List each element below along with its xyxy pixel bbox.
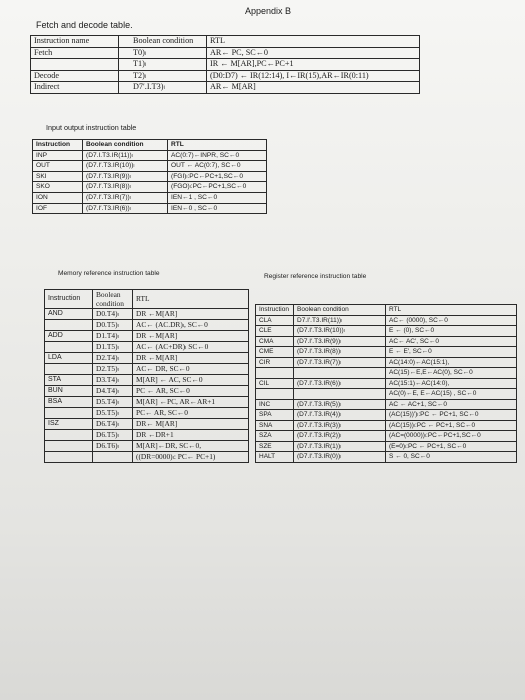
rtl-cell: AC← DR, SC←0 <box>133 364 249 375</box>
table-row <box>45 320 249 331</box>
memory-reference-table <box>44 289 249 463</box>
condition-cell: (D7.I′.T3.IR(6))ₗ <box>294 378 386 389</box>
instruction-cell <box>45 452 93 463</box>
instruction-cell <box>45 430 93 441</box>
rtl-cell: IR ← M[AR],PC←PC+1 <box>207 59 420 71</box>
condition-cell: (D7.I′.T3.IR(1))ₗ <box>294 441 386 452</box>
table-row <box>256 420 517 431</box>
table-row <box>45 441 249 452</box>
memory-table-title: Memory reference instruction table <box>58 270 160 277</box>
condition-cell: T1)ₗ <box>119 59 207 71</box>
table-header-row <box>33 140 267 151</box>
instruction-cell: CLA <box>256 315 294 326</box>
condition-cell: D1.T4)ₗ <box>93 331 133 342</box>
condition-cell: D2.T5)ₗ <box>93 364 133 375</box>
instruction-cell: SKO <box>33 182 83 193</box>
table-row <box>45 430 249 441</box>
instruction-cell: INC <box>256 399 294 410</box>
instruction-cell: CIL <box>256 378 294 389</box>
instruction-cell: INP <box>33 150 83 161</box>
table-row <box>45 386 249 397</box>
instruction-cell: ADD <box>45 331 93 342</box>
condition-cell: (D7.I′.T3.IR(2))ₗ <box>294 431 386 442</box>
table-header-row <box>45 290 249 309</box>
table-row <box>45 309 249 320</box>
rtl-cell: DR← M[AR] <box>133 419 249 430</box>
condition-cell: (D7.I′.T3.IR(8))ₗ <box>83 182 168 193</box>
rtl-cell: ((DR=0000)ₗ: PC← PC+1) <box>133 452 249 463</box>
table-row <box>256 399 517 410</box>
table-row <box>45 364 249 375</box>
table-row <box>33 192 267 203</box>
rtl-cell: S ← 0, SC←0 <box>386 452 517 463</box>
instruction-cell: CLE <box>256 326 294 337</box>
condition-cell: D3.T4)ₗ <box>93 375 133 386</box>
register-table-title: Register reference instruction table <box>264 273 367 280</box>
header-cell: Boolean condition <box>93 290 133 309</box>
condition-cell: D2.T4)ₗ <box>93 353 133 364</box>
instruction-cell <box>45 320 93 331</box>
instruction-cell: Decode <box>31 70 119 82</box>
rtl-cell: AR← M[AR] <box>207 82 420 94</box>
instruction-cell: IOF <box>33 203 83 214</box>
condition-cell: D7.I′.T3.IR(11))ₗ <box>294 315 386 326</box>
rtl-cell: AC(0)←E, E←AC(15) , SC←0 <box>386 389 517 400</box>
header-cell: Boolean condition <box>83 140 168 151</box>
instruction-cell: BUN <box>45 386 93 397</box>
instruction-cell: HALT <box>256 452 294 463</box>
table-row <box>45 452 249 463</box>
rtl-cell: M[AR] ← AC, SC←0 <box>133 375 249 386</box>
rtl-cell: AC(0:7)←INPR, SC←0 <box>168 150 267 161</box>
condition-cell: D0.T5)ₗ <box>93 320 133 331</box>
table-row <box>31 82 420 94</box>
appendix-label: Appendix B <box>245 6 292 16</box>
condition-cell: (D7.I′.T3.IR(7))ₗ <box>294 357 386 368</box>
fetch-decode-table <box>30 35 420 94</box>
condition-cell: (D7.I′.T3.IR(6))ₗ <box>83 203 168 214</box>
table-row <box>256 357 517 368</box>
header-cell: Boolean condition <box>119 36 207 48</box>
instruction-cell: ISZ <box>45 419 93 430</box>
instruction-cell: ION <box>33 192 83 203</box>
instruction-cell: OUT <box>33 161 83 172</box>
condition-cell: T2)ₗ <box>119 70 207 82</box>
condition-cell: (D7.I′.T3.IR(3))ₗ <box>294 420 386 431</box>
instruction-cell: Indirect <box>31 82 119 94</box>
table-row <box>256 441 517 452</box>
rtl-cell: PC← AR, SC←0 <box>133 408 249 419</box>
instruction-cell: SZA <box>256 431 294 442</box>
rtl-cell: AC← AC′, SC←0 <box>386 336 517 347</box>
instruction-cell: SKI <box>33 171 83 182</box>
register-reference-table <box>255 304 517 463</box>
rtl-cell: AC ← AC+1, SC←0 <box>386 399 517 410</box>
instruction-cell <box>45 342 93 353</box>
table-row <box>256 431 517 442</box>
condition-cell: D7′.I.T3)ₗ <box>119 82 207 94</box>
rtl-cell: AC(15:1)←AC(14:0), <box>386 378 517 389</box>
table-row <box>33 161 267 172</box>
rtl-cell: E ← (0), SC←0 <box>386 326 517 337</box>
rtl-cell: AC← (AC+DR)ₗ SC←0 <box>133 342 249 353</box>
rtl-cell: AC← (0000), SC←0 <box>386 315 517 326</box>
table-row <box>256 389 517 400</box>
condition-cell <box>294 389 386 400</box>
table-row <box>45 342 249 353</box>
rtl-cell: DR ←DR+1 <box>133 430 249 441</box>
table-row <box>256 452 517 463</box>
table-row <box>256 315 517 326</box>
condition-cell: D6.T4)ₗ <box>93 419 133 430</box>
instruction-cell <box>45 364 93 375</box>
table-row <box>45 331 249 342</box>
rtl-cell: (AC(15))ₗ:PC ← PC+1, SC←0 <box>386 420 517 431</box>
rtl-cell: (FGI)ₗ:PC←PC+1,SC←0 <box>168 171 267 182</box>
fetch-table-title: Fetch and decode table. <box>36 20 133 30</box>
table-row <box>33 171 267 182</box>
condition-cell: (D7.I′.T3.IR(10))ₗ <box>83 161 168 172</box>
condition-cell <box>93 452 133 463</box>
instruction-cell: AND <box>45 309 93 320</box>
rtl-cell: AR← PC, SC←0 <box>207 47 420 59</box>
condition-cell: D6.T5)ₗ <box>93 430 133 441</box>
table-row <box>256 410 517 421</box>
rtl-cell: OUT ← AC(0:7), SC←0 <box>168 161 267 172</box>
rtl-cell: AC(15)←E,E←AC(0), SC←0 <box>386 368 517 379</box>
condition-cell: D6.T6)ₗ <box>93 441 133 452</box>
instruction-cell <box>45 408 93 419</box>
rtl-cell: DR ←M[AR] <box>133 331 249 342</box>
rtl-cell: (AC=(0000))ₗ:PC←PC+1,SC←0 <box>386 431 517 442</box>
table-header-row <box>31 36 420 48</box>
condition-cell: D4.T4)ₗ <box>93 386 133 397</box>
rtl-cell: M[AR] ←PC, AR←AR+1 <box>133 397 249 408</box>
instruction-cell: SZE <box>256 441 294 452</box>
rtl-cell: M[AR]←DR, SC←0, <box>133 441 249 452</box>
table-row <box>256 326 517 337</box>
condition-cell: (D7.I′.T3.IR(0))ₗ <box>294 452 386 463</box>
instruction-cell <box>256 368 294 379</box>
rtl-cell: DR ←M[AR] <box>133 353 249 364</box>
header-cell: Instruction <box>45 290 93 309</box>
instruction-cell: SPA <box>256 410 294 421</box>
table-row <box>33 150 267 161</box>
rtl-cell: (E=0)ₗ:PC ← PC+1, SC←0 <box>386 441 517 452</box>
rtl-cell: IEN←1 , SC←0 <box>168 192 267 203</box>
rtl-cell: IEN←0 , SC←0 <box>168 203 267 214</box>
table-row <box>33 203 267 214</box>
header-cell: RTL <box>133 290 249 309</box>
table-header-row <box>256 305 517 316</box>
table-row <box>33 182 267 193</box>
condition-cell: T0)ₗ <box>119 47 207 59</box>
rtl-cell: AC(14:0)←AC(15:1), <box>386 357 517 368</box>
instruction-cell: SNA <box>256 420 294 431</box>
table-row <box>31 59 420 71</box>
table-row <box>256 336 517 347</box>
table-row <box>45 353 249 364</box>
rtl-cell: PC ← AR, SC←0 <box>133 386 249 397</box>
condition-cell: (D7.I′.T3.IR(5))ₗ <box>294 399 386 410</box>
rtl-cell: (AC(15))′)ₗ:PC ← PC+1, SC←0 <box>386 410 517 421</box>
io-instruction-table <box>32 139 267 214</box>
table-row <box>45 375 249 386</box>
rtl-cell: E ← E′, SC←0 <box>386 347 517 358</box>
condition-cell: (D7.I′.T3.IR(4))ₗ <box>294 410 386 421</box>
table-row <box>45 419 249 430</box>
header-cell: Instruction name <box>31 36 119 48</box>
instruction-cell: Fetch <box>31 47 119 59</box>
instruction-cell <box>256 389 294 400</box>
condition-cell: (D7.I′.T3.IR(9))ₗ <box>294 336 386 347</box>
header-cell: RTL <box>386 305 517 316</box>
rtl-cell: (D0:D7) ← IR(12:14), I←IR(15),AR←IR(0:11) <box>207 70 420 82</box>
header-cell: Boolean condition <box>294 305 386 316</box>
condition-cell: (D7.I′.T3.IR(10))ₗ <box>294 326 386 337</box>
header-cell: Instruction <box>256 305 294 316</box>
table-row <box>256 347 517 358</box>
condition-cell: (D7.I′.T3.IR(8))ₗ <box>294 347 386 358</box>
condition-cell: (D7.I.T3.IR(11))ₗ <box>83 150 168 161</box>
instruction-cell <box>45 441 93 452</box>
header-cell: RTL <box>168 140 267 151</box>
instruction-cell: CIR <box>256 357 294 368</box>
instruction-cell <box>31 59 119 71</box>
instruction-cell: LDA <box>45 353 93 364</box>
header-cell: RTL <box>207 36 420 48</box>
condition-cell: (D7.I′.T3.IR(7))ₗ <box>83 192 168 203</box>
table-row <box>31 47 420 59</box>
table-row <box>45 408 249 419</box>
io-table-title: Input output instruction table <box>46 123 137 132</box>
condition-cell <box>294 368 386 379</box>
condition-cell: D0.T4)ₗ <box>93 309 133 320</box>
instruction-cell: CME <box>256 347 294 358</box>
rtl-cell: AC← (AC.DR)ₗ, SC←0 <box>133 320 249 331</box>
table-row <box>256 378 517 389</box>
rtl-cell: (FGO)ₗ:PC←PC+1,SC←0 <box>168 182 267 193</box>
table-row <box>256 368 517 379</box>
condition-cell: (D7.I′.T3.IR(9))ₗ <box>83 171 168 182</box>
header-cell: Instruction <box>33 140 83 151</box>
instruction-cell: STA <box>45 375 93 386</box>
condition-cell: D1.T5)ₗ <box>93 342 133 353</box>
table-row <box>31 70 420 82</box>
table-row <box>45 397 249 408</box>
instruction-cell: CMA <box>256 336 294 347</box>
condition-cell: D5.T4)ₗ <box>93 397 133 408</box>
instruction-cell: BSA <box>45 397 93 408</box>
rtl-cell: DR ←M[AR] <box>133 309 249 320</box>
condition-cell: D5.T5)ₗ <box>93 408 133 419</box>
